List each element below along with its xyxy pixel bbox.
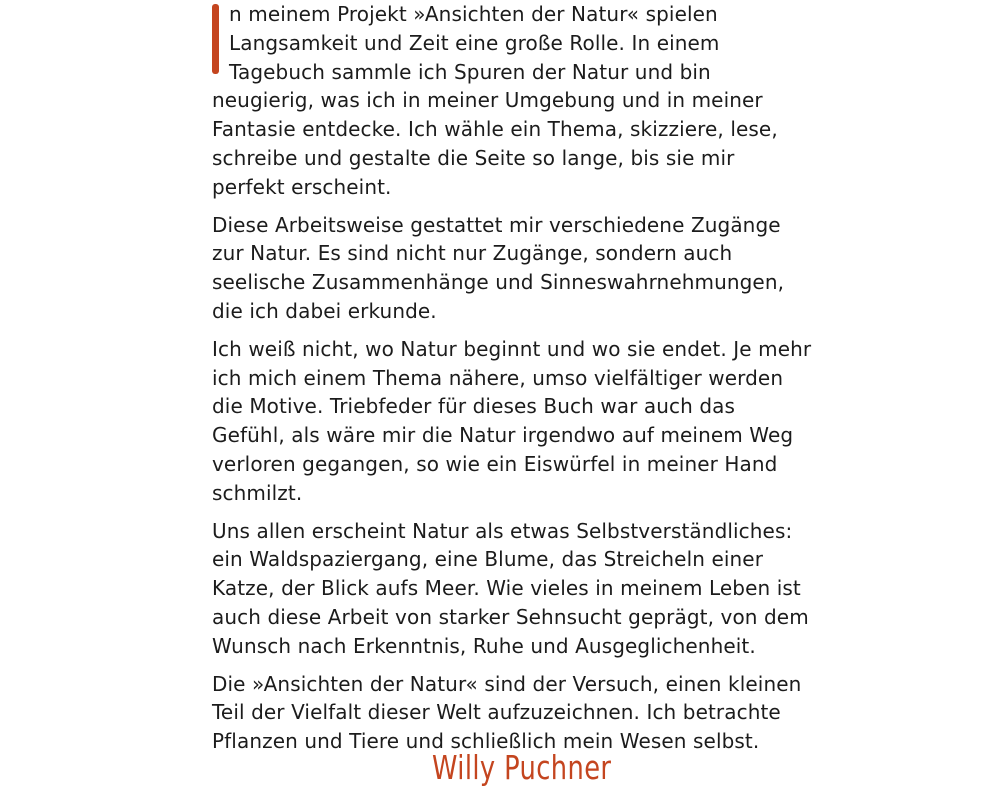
- paragraph-4: Uns allen erscheint Natur als etwas Selbstverständliches: ein Waldspaziergang, eine Blume, das Streicheln einer Katze, der Blick aufs Meer. Wie vieles in meinem Leben ist auch diese Arbeit von starker Sehnsucht geprägt, von dem Wunsch nach Erkenntnis, Ruhe und Ausgeglichenheit.: [212, 518, 809, 658]
- paragraph-2: Diese Arbeitsweise gestattet mir verschiedene Zugänge zur Natur. Es sind nicht nur Zugänge, sondern auch seelische Zusammenhänge und Sinneswahrnehmungen, die ich dabei erkunde.: [212, 212, 785, 323]
- paragraph-5: Die »Ansichten der Natur« sind der Versuch, einen kleinen Teil der Vielfalt dieser Welt aufzuzeichnen. Ich betrachte Pflanzen und Tiere und schließlich mein Wesen selbst.: [212, 671, 802, 754]
- paragraph-3: Ich weiß nicht, wo Natur beginnt und wo sie endet. Je mehr ich mich einem Thema nähere, umso vielfältiger werden die Motive. Triebfeder für dieses Buch war auch das Gefühl, als wäre mir die Natur irgendwo auf meinem Weg verloren gegangen, so wie ein Eiswürfel in meiner Hand schmilzt.: [212, 336, 812, 505]
- dropcap-initial: [212, 4, 219, 74]
- text-body: [212, 0, 812, 765]
- intro-paragraph: [212, 0, 812, 202]
- intro-text: n meinem Projekt »Ansichten der Natur« spielen Langsamkeit und Zeit eine große Rolle. In einem Tagebuch sammle ich Spuren der Natur und bin neugierig, was ich in meiner Umgebung und in meiner Fantasie entdecke. Ich wähle ein Thema, skizziere, lese, schreibe und gestalte die Seite so lange, bis sie mir perfekt erscheint.: [212, 2, 778, 199]
- author-signature: Willy Puchner: [432, 748, 612, 787]
